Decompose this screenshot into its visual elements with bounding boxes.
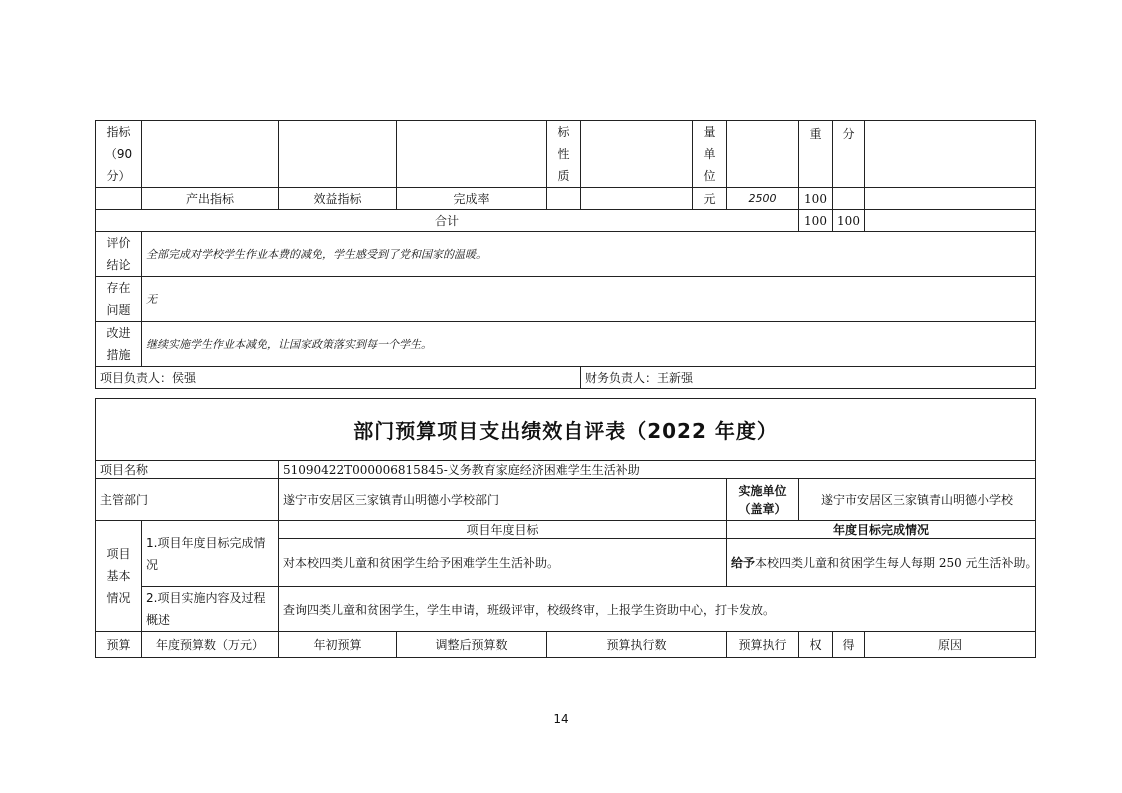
empty-cell (727, 121, 799, 188)
empty-cell (865, 121, 1036, 188)
initial-budget-header: 年初预算 (279, 632, 397, 658)
empty-cell (581, 121, 693, 188)
target-value: 2500 (727, 188, 799, 210)
header-liang: 量 单 位 (693, 121, 727, 188)
weight-header: 权 (799, 632, 833, 658)
goal-header: 项目年度目标 (279, 521, 727, 539)
empty-cell (397, 121, 547, 188)
executed-budget-header: 预算执行数 (547, 632, 727, 658)
total-weight: 100 (799, 210, 833, 232)
improvement-text: 继续实施学生作业本减免，让国家政策落实到每一个学生。 (142, 322, 1036, 367)
impl-unit-value: 遂宁市安居区三家镇青山明德小学校 (799, 479, 1036, 521)
evaluation-text: 全部完成对学校学生作业本费的减免，学生感受到了党和国家的温暖。 (142, 232, 1036, 277)
header-fen: 分 (833, 121, 865, 188)
total-label: 合计 (96, 210, 799, 232)
item2-label: 2.项目实施内容及过程 概述 (142, 587, 279, 632)
dept-label: 主管部门 (96, 479, 279, 521)
dept-value: 遂宁市安居区三家镇青山明德小学校部门 (279, 479, 727, 521)
performance-indicator-table (95, 120, 1036, 389)
header-biao: 标 性 质 (547, 121, 581, 188)
improvement-label: 改进 措施 (96, 322, 142, 367)
empty-cell (865, 188, 1036, 210)
finance-lead: 财务负责人：王新强 (581, 367, 1036, 389)
basic-info-label: 项目 基本 情况 (96, 521, 142, 632)
total-score: 100 (833, 210, 865, 232)
weight-value: 100 (799, 188, 833, 210)
score-header: 得 (833, 632, 865, 658)
empty-cell (142, 121, 279, 188)
header-zhong: 重 (799, 121, 833, 188)
project-lead: 项目负责人：侯强 (96, 367, 581, 389)
adjusted-budget-header: 调整后预算数 (397, 632, 547, 658)
empty-cell (865, 210, 1036, 232)
issue-text: 无 (142, 277, 1036, 322)
indicator-label: 指标 （90 分） (96, 121, 142, 188)
item1-label: 1.项目年度目标完成情 况 (142, 521, 279, 587)
project-name: 51090422T000006815845-义务教育家庭经济困难学生生活补助 (279, 461, 1036, 479)
reason-header: 原因 (865, 632, 1036, 658)
completion-rate: 完成率 (397, 188, 547, 210)
empty-cell (833, 188, 865, 210)
benefit-indicator: 效益指标 (279, 188, 397, 210)
budget-selfeval-table (95, 398, 1036, 658)
completion-header: 年度目标完成情况 (727, 521, 1036, 539)
evaluation-label: 评价 结论 (96, 232, 142, 277)
impl-unit-label: 实施单位 （盖章） (727, 479, 799, 521)
output-indicator: 产出指标 (142, 188, 279, 210)
empty-cell (96, 188, 142, 210)
empty-cell (547, 188, 581, 210)
execution-header: 预算执行 (727, 632, 799, 658)
project-name-label: 项目名称 (96, 461, 279, 479)
unit-value: 元 (693, 188, 727, 210)
page-number: 14 (553, 712, 569, 726)
item2-text: 查询四类儿童和贫困学生，学生申请，班级评审，校级终审，上报学生资助中心，打卡发放。 (279, 587, 1036, 632)
item1-goal: 对本校四类儿童和贫困学生给予困难学生生活补助。 (279, 539, 727, 587)
item1-completion: 给予本校四类儿童和贫困学生每人每期 250 元生活补助。 (727, 539, 1036, 587)
issue-label: 存在 问题 (96, 277, 142, 322)
table-title: 部门预算项目支出绩效自评表（2022 年度） (96, 399, 1036, 461)
budget-label: 预算 (96, 632, 142, 658)
empty-cell (279, 121, 397, 188)
annual-budget-header: 年度预算数（万元） (142, 632, 279, 658)
empty-cell (581, 188, 693, 210)
